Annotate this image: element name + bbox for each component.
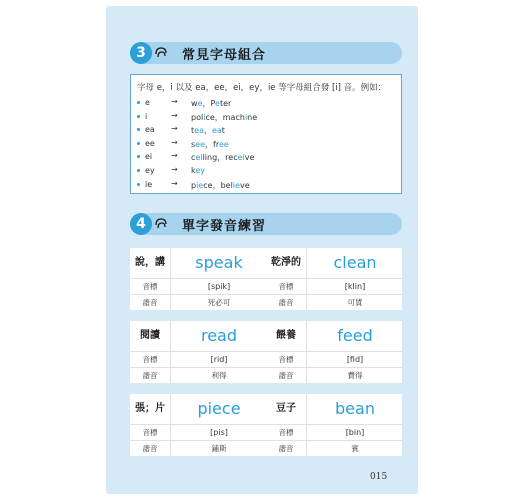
letter-combo: ei [145,152,153,162]
word-card [130,394,266,456]
rule-row [137,124,225,137]
homophone-value: 鋪斯 [211,444,227,453]
section-3-header [130,42,402,64]
phonetic-label: 音標 [278,428,294,437]
column-divider [170,248,171,310]
english-word: piece [197,399,241,418]
section-title: 常見字母組合 [182,48,267,63]
bullet-icon [137,183,140,186]
rule-row [137,178,250,192]
word-meaning: 閱讀 [140,330,160,341]
example-words: we，Peter [191,99,232,108]
swirl-icon [154,45,168,59]
phonetic-value: [spik] [207,282,231,291]
homophone-value: 利得 [211,371,227,380]
example-words: see，free [191,139,229,149]
column-divider [306,248,307,310]
homophone-value: 死必可 [207,298,231,307]
letter-combo: ea [145,125,155,135]
rule-row [137,165,206,178]
word-meaning: 張；片 [135,403,165,414]
column-divider [170,394,171,456]
bullet-icon [137,128,140,131]
phonetic-value: [bin] [345,428,365,437]
homophone-label: 諧音 [278,298,294,307]
intro-text: 字母 e，i 以及 ea，ee，ei，ey，ie 等字母組合發 [i] 音。例如： [137,83,387,93]
bullet-icon [137,169,140,172]
word-card [266,248,402,310]
phonetic-label: 音標 [278,355,294,364]
homophone-value: 可賃 [347,298,363,307]
english-word: bean [335,399,375,418]
english-word: speak [195,253,243,272]
phonetic-value: [rid] [210,355,228,364]
homophone-label: 諧音 [278,444,294,453]
word-meaning: 餵養 [276,330,296,341]
letter-combo: ey [145,166,155,175]
homophone-value: 賓 [351,444,359,453]
phonetic-label: 音標 [142,282,158,291]
english-word: feed [337,326,373,345]
word-meaning: 說，講 [135,257,165,268]
word-card [266,321,402,383]
arrow-icon: → [171,137,178,147]
arrow-icon: → [171,165,178,174]
arrow-icon: → [171,110,178,120]
column-divider [306,321,307,383]
section-4-header [130,213,402,235]
homophone-label: 諧音 [142,298,158,307]
homophone-label: 諧音 [142,371,158,380]
word-card [266,394,402,456]
word-meaning: 乾淨的 [271,257,301,268]
rule-row [137,97,232,110]
bullet-icon [137,101,140,104]
section-number: 4 [130,213,152,235]
column-divider [306,394,307,456]
rule-row [137,110,258,124]
phonetic-value: [klin] [344,282,366,291]
section-title: 單字發音練習 [182,219,267,234]
phonetic-label: 音標 [142,428,158,437]
rule-row [137,151,255,164]
swirl-icon [154,216,168,230]
arrow-icon: → [171,97,178,106]
letter-combo: ee [145,138,155,148]
section-number: 3 [130,42,152,64]
example-words: ceiling，receive [191,153,255,163]
letter-combo: ie [145,179,153,189]
example-words: police，machine [191,112,258,122]
word-card [130,321,266,383]
example-words: piece，believe [191,180,250,190]
word-card [130,248,266,310]
homophone-label: 諧音 [142,444,158,453]
phonetic-label: 音標 [142,355,158,364]
phonetic-value: [fid] [346,355,364,364]
arrow-icon: → [171,124,178,134]
letter-combo: i [145,111,148,121]
homophone-label: 諧音 [278,371,294,380]
homophone-value: 費得 [347,371,363,380]
bullet-icon [137,155,140,158]
bullet-icon [137,115,140,118]
page-number: 015 [370,472,388,482]
phonetic-label: 音標 [278,282,294,291]
letter-combo: e [145,98,150,107]
word-meaning: 豆子 [276,403,296,414]
rule-row [137,137,229,151]
arrow-icon: → [171,178,178,188]
letter-combination-box [130,74,402,194]
english-word: read [200,326,238,345]
bullet-icon [137,142,140,145]
example-words: tea，eat [191,126,225,136]
arrow-icon: → [171,151,178,161]
english-word: clean [333,253,377,272]
example-words: key [191,166,206,175]
column-divider [170,321,171,383]
phonetic-value: [pis] [210,428,228,437]
